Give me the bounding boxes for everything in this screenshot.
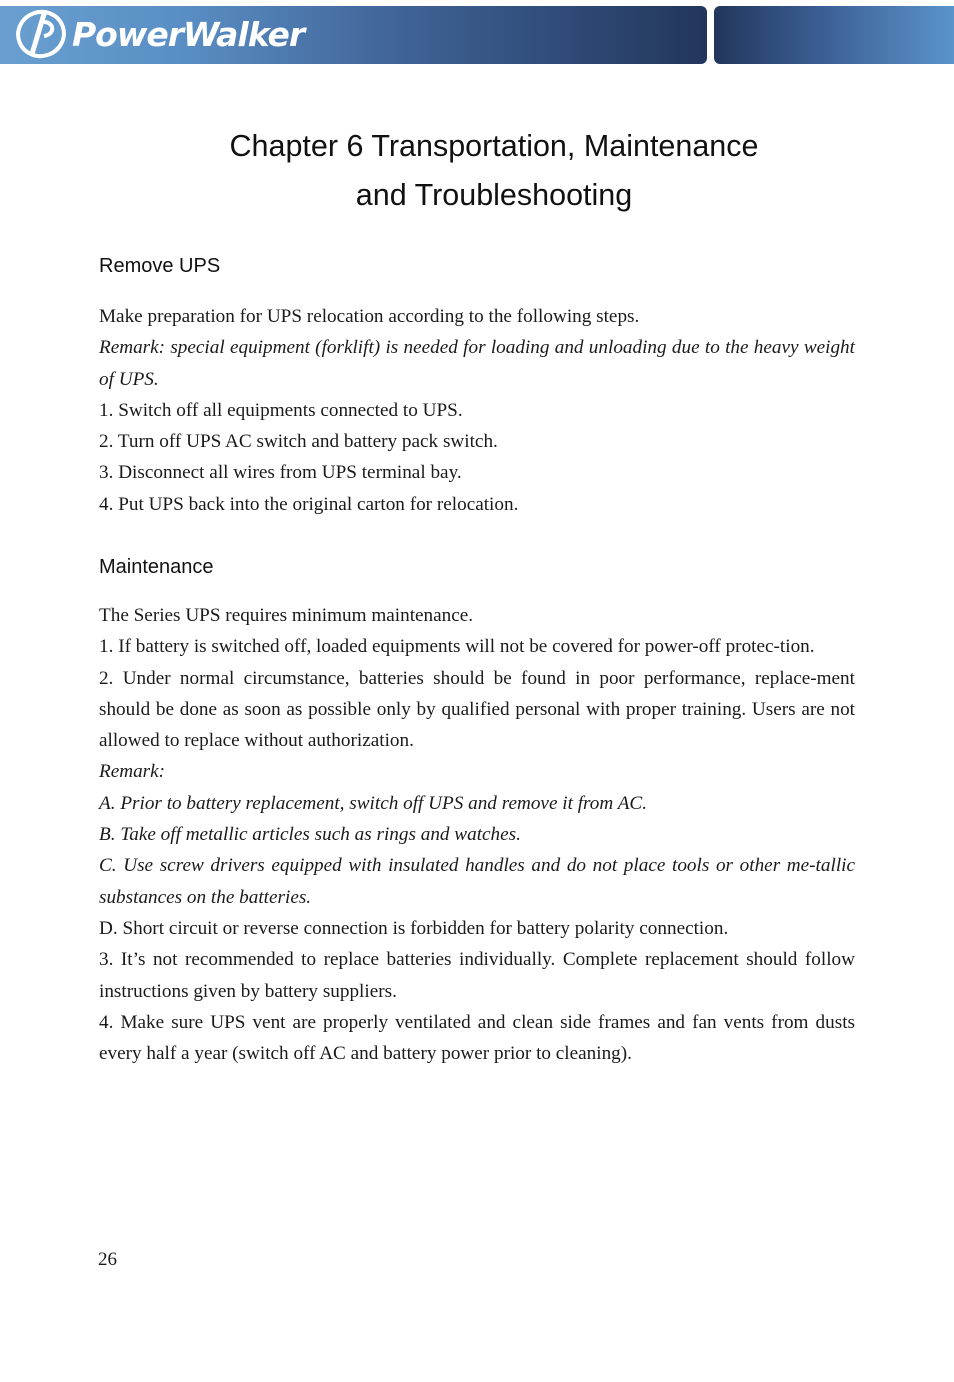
powerwalker-logo-icon — [14, 8, 70, 60]
remove-ups-step: 4. Put UPS back into the original carton for relocation. — [99, 493, 519, 515]
remove-ups-remark: Remark: special equipment (forklift) is needed for loading and unloading due to the heavy weight of UPS. — [99, 337, 855, 390]
remove-ups-step: 2. Turn off UPS AC switch and battery pack switch. — [99, 431, 498, 453]
chapter-title-line1: Chapter 6 Transportation, Maintenance — [229, 129, 759, 163]
section-heading-maintenance: Maintenance — [99, 556, 214, 578]
remove-ups-body — [99, 301, 855, 520]
maintenance-intro: The Series UPS requires minimum maintenance. — [99, 605, 474, 626]
brand-logo — [14, 8, 314, 60]
remove-ups-step: 3. Disconnect all wires from UPS terminal bay. — [99, 462, 462, 484]
section-heading-remove-ups: Remove UPS — [99, 255, 221, 277]
chapter-title — [0, 122, 954, 220]
maintenance-remark-c: C. Use screw drivers equipped with insulated handles and do not place tools or other me-tallic substances on the batteries. — [99, 855, 855, 908]
page-number: 26 — [98, 1249, 117, 1270]
brand-name: PowerWalker — [72, 14, 305, 54]
maintenance-remark-a: A. Prior to battery replacement, switch off UPS and remove it from AC. — [99, 792, 648, 814]
maintenance-remark-label: Remark: — [99, 761, 166, 783]
maintenance-item-1: 1. If battery is switched off, loaded equipments will not be covered for power-off protec-tion. — [99, 636, 815, 658]
maintenance-body — [99, 600, 855, 1069]
maintenance-item-3: 3. It’s not recommended to replace batteries individually. Complete replacement should follow instructions given by battery suppliers. — [99, 949, 855, 1002]
maintenance-remark-d: D. Short circuit or reverse connection is forbidden for battery polarity connection. — [99, 917, 729, 939]
maintenance-item-2: 2. Under normal circumstance, batteries should be found in poor performance, replace-ment should be done as soon as possible only by qualified personal with proper training. Users are not allowed to replace without authorization. — [99, 667, 855, 752]
remove-ups-intro: Make preparation for UPS relocation according to the following steps. — [99, 306, 640, 327]
maintenance-item-4: 4. Make sure UPS vent are properly ventilated and clean side frames and fan vents from dusts every half a year (switch off AC and battery power prior to cleaning). — [99, 1011, 855, 1065]
chapter-title-line2: and Troubleshooting — [355, 178, 633, 212]
header-band-right — [714, 6, 954, 64]
remove-ups-step: 1. Switch off all equipments connected to UPS. — [99, 399, 463, 421]
maintenance-remark-b: B. Take off metallic articles such as rings and watches. — [99, 824, 521, 846]
